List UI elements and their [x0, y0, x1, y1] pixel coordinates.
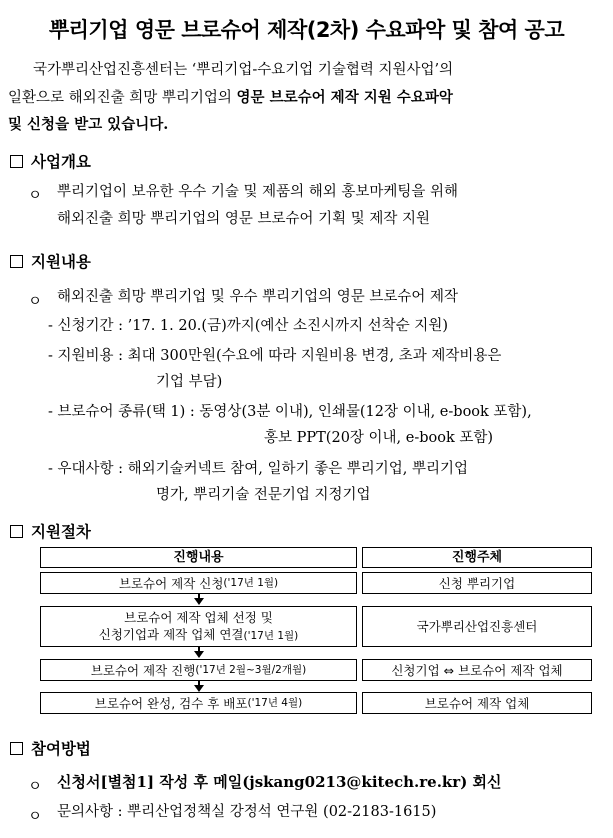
support-item-preference-cont: 명가, 뿌리기술 전문기업 지정기업: [156, 487, 371, 503]
procedure-actor-1: 신청 뿌리기업: [362, 572, 592, 594]
procedure-actor-2: 국가뿌리산업진흥센터: [362, 606, 592, 647]
procedure-step-2: [40, 606, 357, 647]
procedure-step-4-text: 브로슈어 완성, 검수 후 배포: [94, 695, 248, 711]
section-heading-participation: [10, 737, 91, 759]
procedure-actor-3: 신청기업 ⇔ 브로슈어 제작 업체: [362, 659, 592, 681]
support-item-period: - 신청기간 : ’17. 1. 20.(금)까지(예산 소진시까지 선착순 지원): [48, 318, 448, 334]
procedure-step-1-date: ('17년 1월): [223, 576, 279, 589]
support-item-type: - 브로슈어 종류(택 1) : 동영상(3분 이내), 인쇄물(12장 이내, e-book 포함),: [48, 404, 532, 420]
overview-line-1: 뿌리기업이 보유한 우수 기술 및 제품의 해외 홍보마케팅을 위해: [57, 184, 459, 200]
checkbox-square-icon: [10, 742, 23, 755]
checkbox-square-icon: [10, 155, 23, 168]
procedure-step-1-text: 브로슈어 제작 신청: [118, 575, 224, 591]
intro-line-1: 국가뿌리산업진흥센터는 ‘뿌리기업-수요기업 기술협력 지원사업’의: [33, 62, 454, 78]
procedure-step-1: [40, 572, 357, 594]
arrow-down-icon: [194, 651, 204, 658]
arrow-down-icon: [194, 685, 204, 692]
intro-line-2: [8, 84, 453, 112]
participation-apply: 신청서[별첨1] 작성 후 메일(jskang0213@kitech.re.kr) 회신: [57, 773, 502, 791]
support-item-type-cont: 홍보 PPT(20장 이내, e-book 포함): [264, 430, 494, 446]
intro-line-2-bold: 영문 브로슈어 제작 지원 수요파악: [236, 89, 453, 106]
procedure-step-2-date: ('17년 1월): [243, 629, 299, 642]
section-heading-overview: [10, 150, 91, 172]
procedure-actor-4: 브로슈어 제작 업체: [362, 692, 592, 714]
intro-line-3: 및 신청을 받고 있습니다.: [8, 116, 169, 133]
checkbox-square-icon: [10, 525, 23, 538]
procedure-step-4: [40, 692, 357, 714]
procedure-step-3-date: ('17년 2월~3월/2개월): [195, 663, 307, 676]
participation-contact: 문의사항 : 뿌리산업정책실 강정석 연구원 (02-2183-1615): [57, 804, 437, 820]
circle-bullet-icon: ㅇ: [28, 779, 43, 795]
section-heading-overview-label: 사업개요: [31, 153, 91, 171]
intro-line-2-plain: 일환으로 해외진출 희망 뿌리기업의: [8, 90, 237, 106]
circle-bullet-icon: ㅇ: [28, 294, 43, 310]
section-heading-procedure-label: 지원절차: [31, 523, 91, 541]
section-heading-procedure: [10, 520, 91, 542]
circle-bullet-icon: ㅇ: [28, 188, 43, 204]
page-title: 뿌리기업 영문 브로슈어 제작(2차) 수요파악 및 참여 공고: [48, 18, 565, 42]
support-bullet: 해외진출 희망 뿌리기업 및 우수 뿌리기업의 영문 브로슈어 제작: [57, 289, 459, 305]
section-heading-support: [10, 250, 91, 272]
support-item-cost-cont: 기업 부담): [156, 374, 223, 390]
procedure-step-2-text2: 신청기업과 제작 업체 연결: [98, 626, 244, 642]
support-item-cost: - 지원비용 : 최대 300만원(수요에 따라 지원비용 변경, 초과 제작비용은: [48, 348, 502, 364]
circle-bullet-icon: ㅇ: [28, 809, 43, 825]
section-heading-support-label: 지원내용: [31, 253, 91, 271]
procedure-step-2-line2: [99, 626, 299, 645]
support-item-preference: - 우대사항 : 해외기술커넥트 참여, 일하기 좋은 뿌리기업, 뿌리기업: [48, 461, 469, 477]
section-heading-participation-label: 참여방법: [31, 740, 91, 758]
arrow-down-icon: [194, 598, 204, 605]
overview-line-2: 해외진출 희망 뿌리기업의 영문 브로슈어 기획 및 제작 지원: [57, 211, 431, 227]
checkbox-square-icon: [10, 255, 23, 268]
procedure-step-4-date: ('17년 4월): [247, 696, 303, 709]
procedure-step-3: [40, 659, 357, 681]
procedure-step-3-text: 브로슈어 제작 진행: [90, 662, 196, 678]
procedure-col-actor: 진행주체: [362, 547, 592, 568]
procedure-col-content: 진행내용: [40, 547, 357, 568]
procedure-step-2-text: 브로슈어 제작 업체 선정 및: [124, 609, 273, 625]
